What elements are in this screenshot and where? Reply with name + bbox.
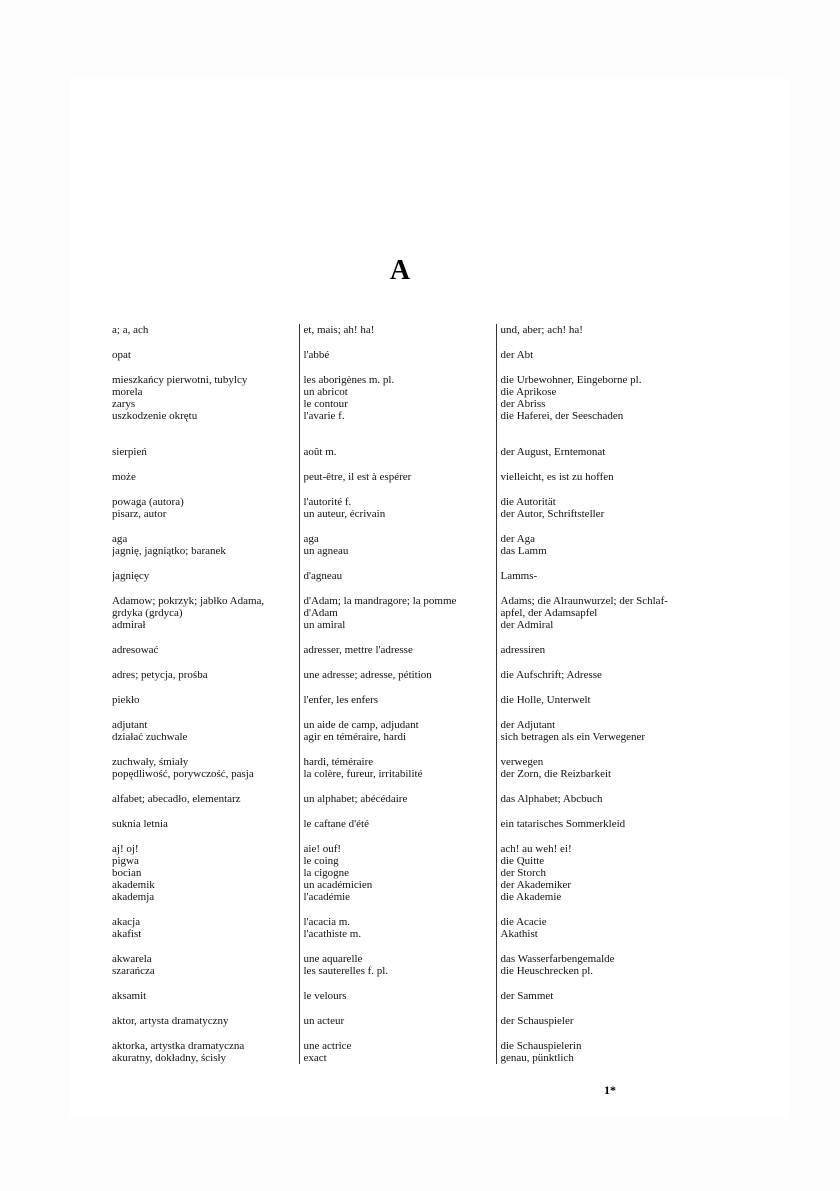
spacer-cell (299, 977, 496, 990)
section-letter-heading: A (389, 255, 411, 286)
french-term: une adresse; adresse, pétition (299, 669, 496, 681)
dictionary-entry (112, 471, 712, 483)
row-spacer (112, 422, 712, 446)
french-term: un acteur (299, 1015, 496, 1027)
german-term: adressiren (496, 644, 712, 656)
german-term: der Schauspieler (496, 1015, 712, 1027)
page-number: 1* (604, 1083, 616, 1097)
row-spacer (112, 805, 712, 818)
spacer-cell (112, 483, 299, 496)
german-term: das Wasserfarbengemalde die Heuschrecken pl. (496, 953, 712, 977)
spacer-cell (299, 830, 496, 843)
spacer-cell (496, 706, 712, 719)
row-spacer (112, 631, 712, 644)
polish-term: może (112, 471, 136, 483)
german-term: und, aber; ach! ha! (496, 324, 712, 336)
spacer-cell (299, 903, 496, 916)
german-term: der Abt (496, 349, 712, 361)
spacer-cell (496, 336, 712, 349)
polish-term: adjutant działać zuchwale (112, 719, 188, 743)
spacer-cell (496, 940, 712, 953)
french-term: l'autorité f. un auteur, écrivain (299, 496, 496, 520)
polish-term: aj! oj! pigwa bocian akademik akademja (112, 843, 155, 903)
spacer-cell (299, 1002, 496, 1015)
spacer-cell (299, 361, 496, 374)
spacer-cell (299, 681, 496, 694)
dictionary-entry (112, 669, 712, 681)
spacer-cell (299, 422, 496, 446)
french-term: les aborigènes m. pl. un abricot le contour l'avarie f. (299, 374, 496, 422)
french-term: hardi, téméraire la colère, fureur, irritabilité (299, 756, 496, 780)
spacer-cell (496, 557, 712, 570)
german-term: die Holle, Unterwelt (496, 694, 712, 706)
dictionary-table (112, 324, 712, 1064)
spacer-cell (112, 631, 299, 644)
polish-term: adresować (112, 644, 159, 656)
german-term: die Schauspielerin genau, pünktlich (496, 1040, 712, 1064)
spacer-cell (112, 780, 299, 793)
spacer-cell (112, 940, 299, 953)
spacer-cell (496, 903, 712, 916)
row-spacer (112, 903, 712, 916)
german-term: der Aga das Lamm (496, 533, 712, 557)
spacer-cell (112, 706, 299, 719)
polish-term: opat (112, 349, 131, 361)
dictionary-entry (112, 570, 712, 582)
french-term: l'acacia m. l'acathiste m. (299, 916, 496, 940)
german-term: der August, Erntemonat (496, 446, 712, 458)
row-spacer (112, 1002, 712, 1015)
dictionary-entry (112, 644, 712, 656)
dictionary-entry (112, 533, 712, 557)
row-spacer (112, 458, 712, 471)
row-spacer (112, 977, 712, 990)
spacer-cell (112, 557, 299, 570)
french-term: une actrice exact (299, 1040, 496, 1064)
row-spacer (112, 706, 712, 719)
spacer-cell (496, 520, 712, 533)
french-term: d'agneau (299, 570, 496, 582)
french-term: et, mais; ah! ha! (299, 324, 496, 336)
spacer-cell (496, 458, 712, 471)
dictionary-entry (112, 374, 712, 422)
dictionary-entry (112, 793, 712, 805)
polish-term: aktor, artysta dramatyczny (112, 1015, 229, 1027)
spacer-cell (496, 422, 712, 446)
spacer-cell (112, 582, 299, 595)
dictionary-entry (112, 349, 712, 361)
spacer-cell (496, 631, 712, 644)
spacer-cell (496, 743, 712, 756)
dictionary-entry (112, 719, 712, 743)
spacer-cell (299, 557, 496, 570)
spacer-cell (496, 780, 712, 793)
spacer-cell (299, 805, 496, 818)
german-term: verwegen der Zorn, die Reizbarkeit (496, 756, 712, 780)
polish-term: Adamow; pokrzyk; jabłko Adama, grdyka (grdyca) admirał (112, 595, 265, 631)
spacer-cell (496, 582, 712, 595)
spacer-cell (496, 1027, 712, 1040)
polish-term: a; a, ach (112, 324, 149, 336)
german-term: ach! au weh! ei! die Quitte der Storch der Akademiker die Akademie (496, 843, 712, 903)
spacer-cell (112, 903, 299, 916)
spacer-cell (299, 1027, 496, 1040)
spacer-cell (299, 706, 496, 719)
spacer-cell (112, 830, 299, 843)
row-spacer (112, 940, 712, 953)
french-term: aie! ouf! le coing la cigogne un académicien l'académie (299, 843, 496, 903)
dictionary-entry (112, 756, 712, 780)
german-term: die Urbewohner, Eingeborne pl. die Aprikose der Abriss die Haferei, der Seeschaden (496, 374, 712, 422)
spacer-cell (112, 422, 299, 446)
french-term: un aide de camp, adjudant agir en téméraire, hardi (299, 719, 496, 743)
french-term: peut-être, il est à espérer (299, 471, 496, 483)
dictionary-entry (112, 324, 712, 336)
row-spacer (112, 361, 712, 374)
polish-term: aga jagnię, jagniątko; baranek (112, 533, 226, 557)
row-spacer (112, 557, 712, 570)
spacer-cell (299, 336, 496, 349)
row-spacer (112, 582, 712, 595)
french-term: aga un agneau (299, 533, 496, 557)
polish-term: akwarela szarańcza (112, 953, 155, 977)
spacer-cell (496, 656, 712, 669)
spacer-cell (112, 336, 299, 349)
german-term: Lamms- (496, 570, 712, 582)
spacer-cell (299, 582, 496, 595)
spacer-cell (112, 1002, 299, 1015)
polish-term: aktorka, artystka dramatyczna akuratny, dokładny, ścisły (112, 1040, 245, 1064)
french-term: l'abbé (299, 349, 496, 361)
polish-term: suknia letnia (112, 818, 168, 830)
spacer-cell (496, 830, 712, 843)
polish-term: akacja akafist (112, 916, 142, 940)
row-spacer (112, 336, 712, 349)
polish-term: sierpień (112, 446, 147, 458)
german-term: der Adjutant sich betragen als ein Verwegener (496, 719, 712, 743)
spacer-cell (112, 977, 299, 990)
spacer-cell (112, 805, 299, 818)
spacer-cell (112, 458, 299, 471)
spacer-cell (299, 631, 496, 644)
german-term: die Autorität der Autor, Schriftsteller (496, 496, 712, 520)
dictionary-entry (112, 843, 712, 903)
dictionary-entry (112, 694, 712, 706)
row-spacer (112, 681, 712, 694)
polish-term: adres; petycja, prośba (112, 669, 208, 681)
row-spacer (112, 830, 712, 843)
french-term: le velours (299, 990, 496, 1002)
spacer-cell (299, 780, 496, 793)
spacer-cell (112, 656, 299, 669)
row-spacer (112, 780, 712, 793)
french-term: le caftane d'été (299, 818, 496, 830)
spacer-cell (112, 743, 299, 756)
dictionary-entry (112, 916, 712, 940)
spacer-cell (112, 681, 299, 694)
spacer-cell (496, 361, 712, 374)
dictionary-entry (112, 953, 712, 977)
dictionary-entry (112, 496, 712, 520)
spacer-cell (299, 458, 496, 471)
spacer-cell (299, 656, 496, 669)
row-spacer (112, 520, 712, 533)
french-term: l'enfer, les enfers (299, 694, 496, 706)
french-term: août m. (299, 446, 496, 458)
spacer-cell (112, 1027, 299, 1040)
polish-term: piekło (112, 694, 140, 706)
polish-term: powaga (autora) pisarz, autor (112, 496, 184, 520)
spacer-cell (112, 361, 299, 374)
row-spacer (112, 483, 712, 496)
spacer-cell (299, 520, 496, 533)
spacer-cell (496, 1002, 712, 1015)
german-term: das Alphabet; Abcbuch (496, 793, 712, 805)
dictionary-entry (112, 1015, 712, 1027)
spacer-cell (299, 483, 496, 496)
polish-term: mieszkańcy pierwotni, tubylcy morela zarys uszkodzenie okrętu (112, 374, 248, 422)
german-term: der Sammet (496, 990, 712, 1002)
french-term: une aquarelle les sauterelles f. pl. (299, 953, 496, 977)
spacer-cell (299, 743, 496, 756)
dictionary-entry (112, 990, 712, 1002)
spacer-cell (496, 977, 712, 990)
german-term: ein tatarisches Sommerkleid (496, 818, 712, 830)
polish-term: aksamit (112, 990, 147, 1002)
german-term: vielleicht, es ist zu hoffen (496, 471, 712, 483)
german-term: die Aufschrift; Adresse (496, 669, 712, 681)
row-spacer (112, 656, 712, 669)
polish-term: alfabet; abecadło, elementarz (112, 793, 241, 805)
spacer-cell (496, 805, 712, 818)
dictionary-entry (112, 446, 712, 458)
polish-term: zuchwały, śmiały popędliwość, porywczość, pasja (112, 756, 254, 780)
spacer-cell (112, 520, 299, 533)
german-term: Adams; die Alraunwurzel; der Schlaf- apfel, der Adamsapfel der Admiral (496, 595, 712, 631)
french-term: d'Adam; la mandragore; la pomme d'Adam un amiral (299, 595, 496, 631)
french-term: adresser, mettre l'adresse (299, 644, 496, 656)
dictionary-entry (112, 1040, 712, 1064)
german-term: die Acacie Akathist (496, 916, 712, 940)
row-spacer (112, 743, 712, 756)
polish-term: jagnięcy (112, 570, 150, 582)
dictionary-entry (112, 595, 712, 631)
row-spacer (112, 1027, 712, 1040)
spacer-cell (496, 681, 712, 694)
spacer-cell (299, 940, 496, 953)
spacer-cell (496, 483, 712, 496)
dictionary-entry (112, 818, 712, 830)
french-term: un alphabet; abécédaire (299, 793, 496, 805)
